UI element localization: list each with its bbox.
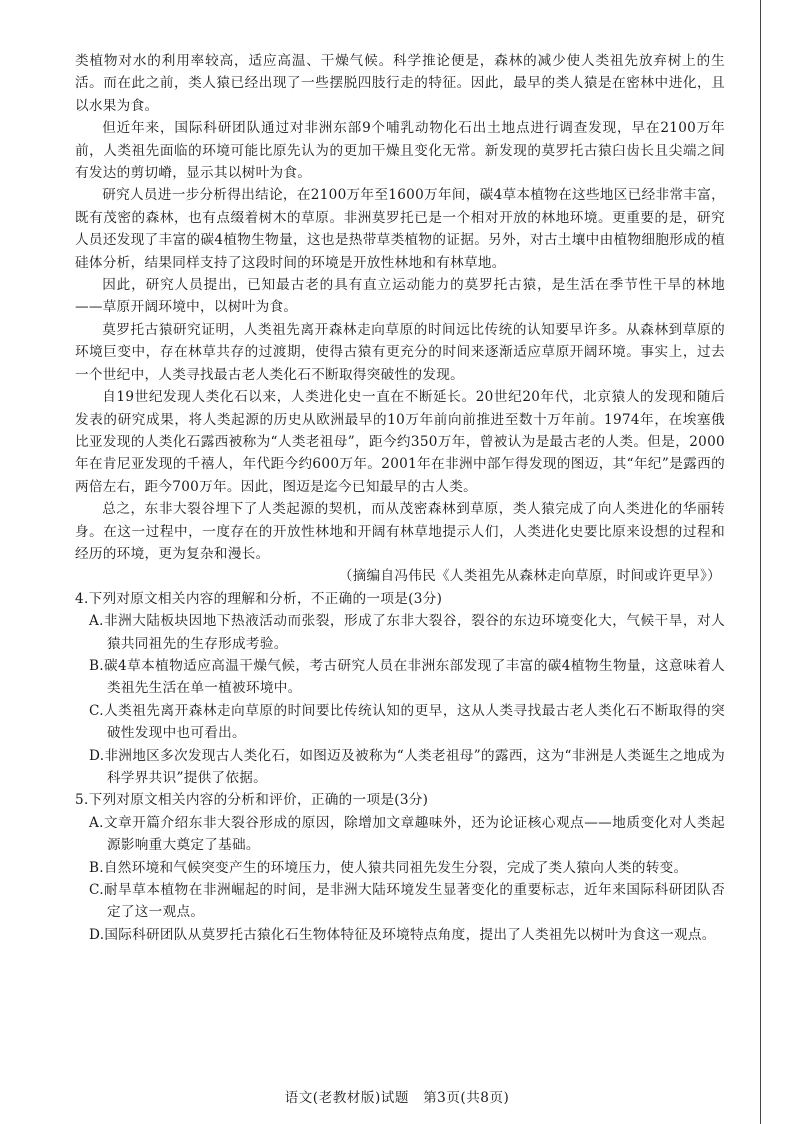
option-c: C.人类祖先离开森林走向草原的时间要比传统认知的更早，这从人类寻找最古老人类化石不断取得的突破性发现中也可看出。 <box>89 702 725 742</box>
passage-paragraph-7: 总之，东非大裂谷埋下了人类起源的契机，而从茂密森林到草原，类人猿完成了向人类进化的华丽转身。在这一过程中，一度存在的开放性林地和开阔有林草地提示人们，人类进化史要比原来设想的过程和经历的环境，更为复杂和漫长。 <box>75 501 725 562</box>
passage-source: （摘编自冯伟民《人类祖先从森林走向草原，时间或许更早》） <box>338 568 721 585</box>
question-stem: 4.下列对原文相关内容的理解和分析，不正确的一项是(3分) <box>75 590 443 607</box>
passage-paragraph-3: 研究人员进一步分析得出结论，在2100万年至1600万年间，碳4草本植物在这些地区已经非常丰富，既有茂密的森林，也有点缀着树木的草原。非洲莫罗托已是一个相对开放的林地环境。更重要的是，研究人员还发现了丰富的碳4植物生物量，这也是热带草类植物的证据。另外，对古土壤中由植物细胞形成的植硅体分析，结果同样支持了这段时间的环境是开放性林地和有林草地。 <box>75 187 725 271</box>
question-4 <box>75 588 725 790</box>
passage-paragraph-2: 但近年来，国际科研团队通过对非洲东部9个哺乳动物化石出土地点进行调查发现，早在2100万年前，人类祖先面临的环境可能比原先认为的更加干燥且变化无常。新发现的莫罗托古猿臼齿长且尖端之间有发达的剪切嵴，显示其以树叶为食。 <box>75 120 725 182</box>
option-a: A.非洲大陆板块因地下热液活动而张裂，形成了东非大裂谷，裂谷的东边环境变化大，气候干旱，对人猿共同祖先的生存形成考验。 <box>89 613 725 652</box>
exam-page <box>75 50 725 946</box>
option-b: B.自然环境和气候突变产生的环境压力，使人猿共同祖先发生分裂，完成了类人猿向人类的转变。 <box>89 859 688 876</box>
option-d: D.非洲地区多次发现古人类化石，如图迈及被称为“人类老祖母”的露西，这为“非洲是人类诞生之地成为科学界共识”提供了依据。 <box>89 747 725 786</box>
page-footer: 语文(老教材版)试题 第3页(共8页) <box>284 1090 510 1106</box>
option-b: B.碳4草本植物适应高温干燥气候，考古研究人员在非洲东部发现了丰富的碳4植物生物量，这意味着人类祖先生活在单一植被环境中。 <box>89 657 725 697</box>
passage-paragraph-1: 类植物对水的利用率较高，适应高温、干燥气候。科学推论便是，森林的减少使人类祖先放弃树上的生活。而在此之前，类人猿已经出现了一些摆脱四肢行走的特征。因此，最早的类人猿是在密林中进化，且以水果为食。 <box>75 53 725 114</box>
passage-paragraph-4: 因此，研究人员提出，已知最古老的具有直立运动能力的莫罗托古猿，是生活在季节性干旱的林地——草原开阔环境中，以树叶为食。 <box>75 277 725 316</box>
option-a: A.文章开篇介绍东非大裂谷形成的原因，除增加文章趣味外，还为论证核心观点——地质变化对人类起源影响重大奠定了基础。 <box>89 814 725 854</box>
passage-paragraph-5: 莫罗托古猿研究证明，人类祖先离开森林走向草原的时间远比传统的认知要早许多。从森林到草原的环境巨变中，存在林草共存的过渡期，使得古猿有更充分的时间来逐渐适应草原开阔环境。事实上，过去一个世纪中，人类寻找最古老人类化石不断取得突破性的发现。 <box>75 321 725 383</box>
page-edge-line <box>760 0 761 1124</box>
question-stem: 5.下列对原文相关内容的分析和评价，正确的一项是(3分) <box>75 792 429 809</box>
question-5 <box>75 789 725 946</box>
passage-paragraph-6: 自19世纪发现人类化石以来，人类进化史一直在不断延长。20世纪20年代，北京猿人的发现和随后发表的研究成果，将人类起源的历史从欧洲最早的10万年前向前推进至数十万年前。1974年，在埃塞俄比亚发现的人类化石露西被称为“人类老祖母”，距今约350万年，曾被认为是最古老的人类。但是，2000年在肯尼亚发现的千禧人，年代距今约600万年。2001年在非洲中部乍得发现的图迈，其“年纪”是露西的两倍左右，距今700万年。因此，图迈是迄今已知最早的古人类。 <box>75 389 725 495</box>
reading-passage <box>75 50 725 588</box>
option-c: C.耐旱草本植物在非洲崛起的时间，是非洲大陆环境发生显著变化的重要标志，近年来国际科研团队否定了这一观点。 <box>89 882 725 921</box>
option-d: D.国际科研团队从莫罗托古猿化石生物体特征及环境特点角度，提出了人类祖先以树叶为食这一观点。 <box>89 926 716 943</box>
